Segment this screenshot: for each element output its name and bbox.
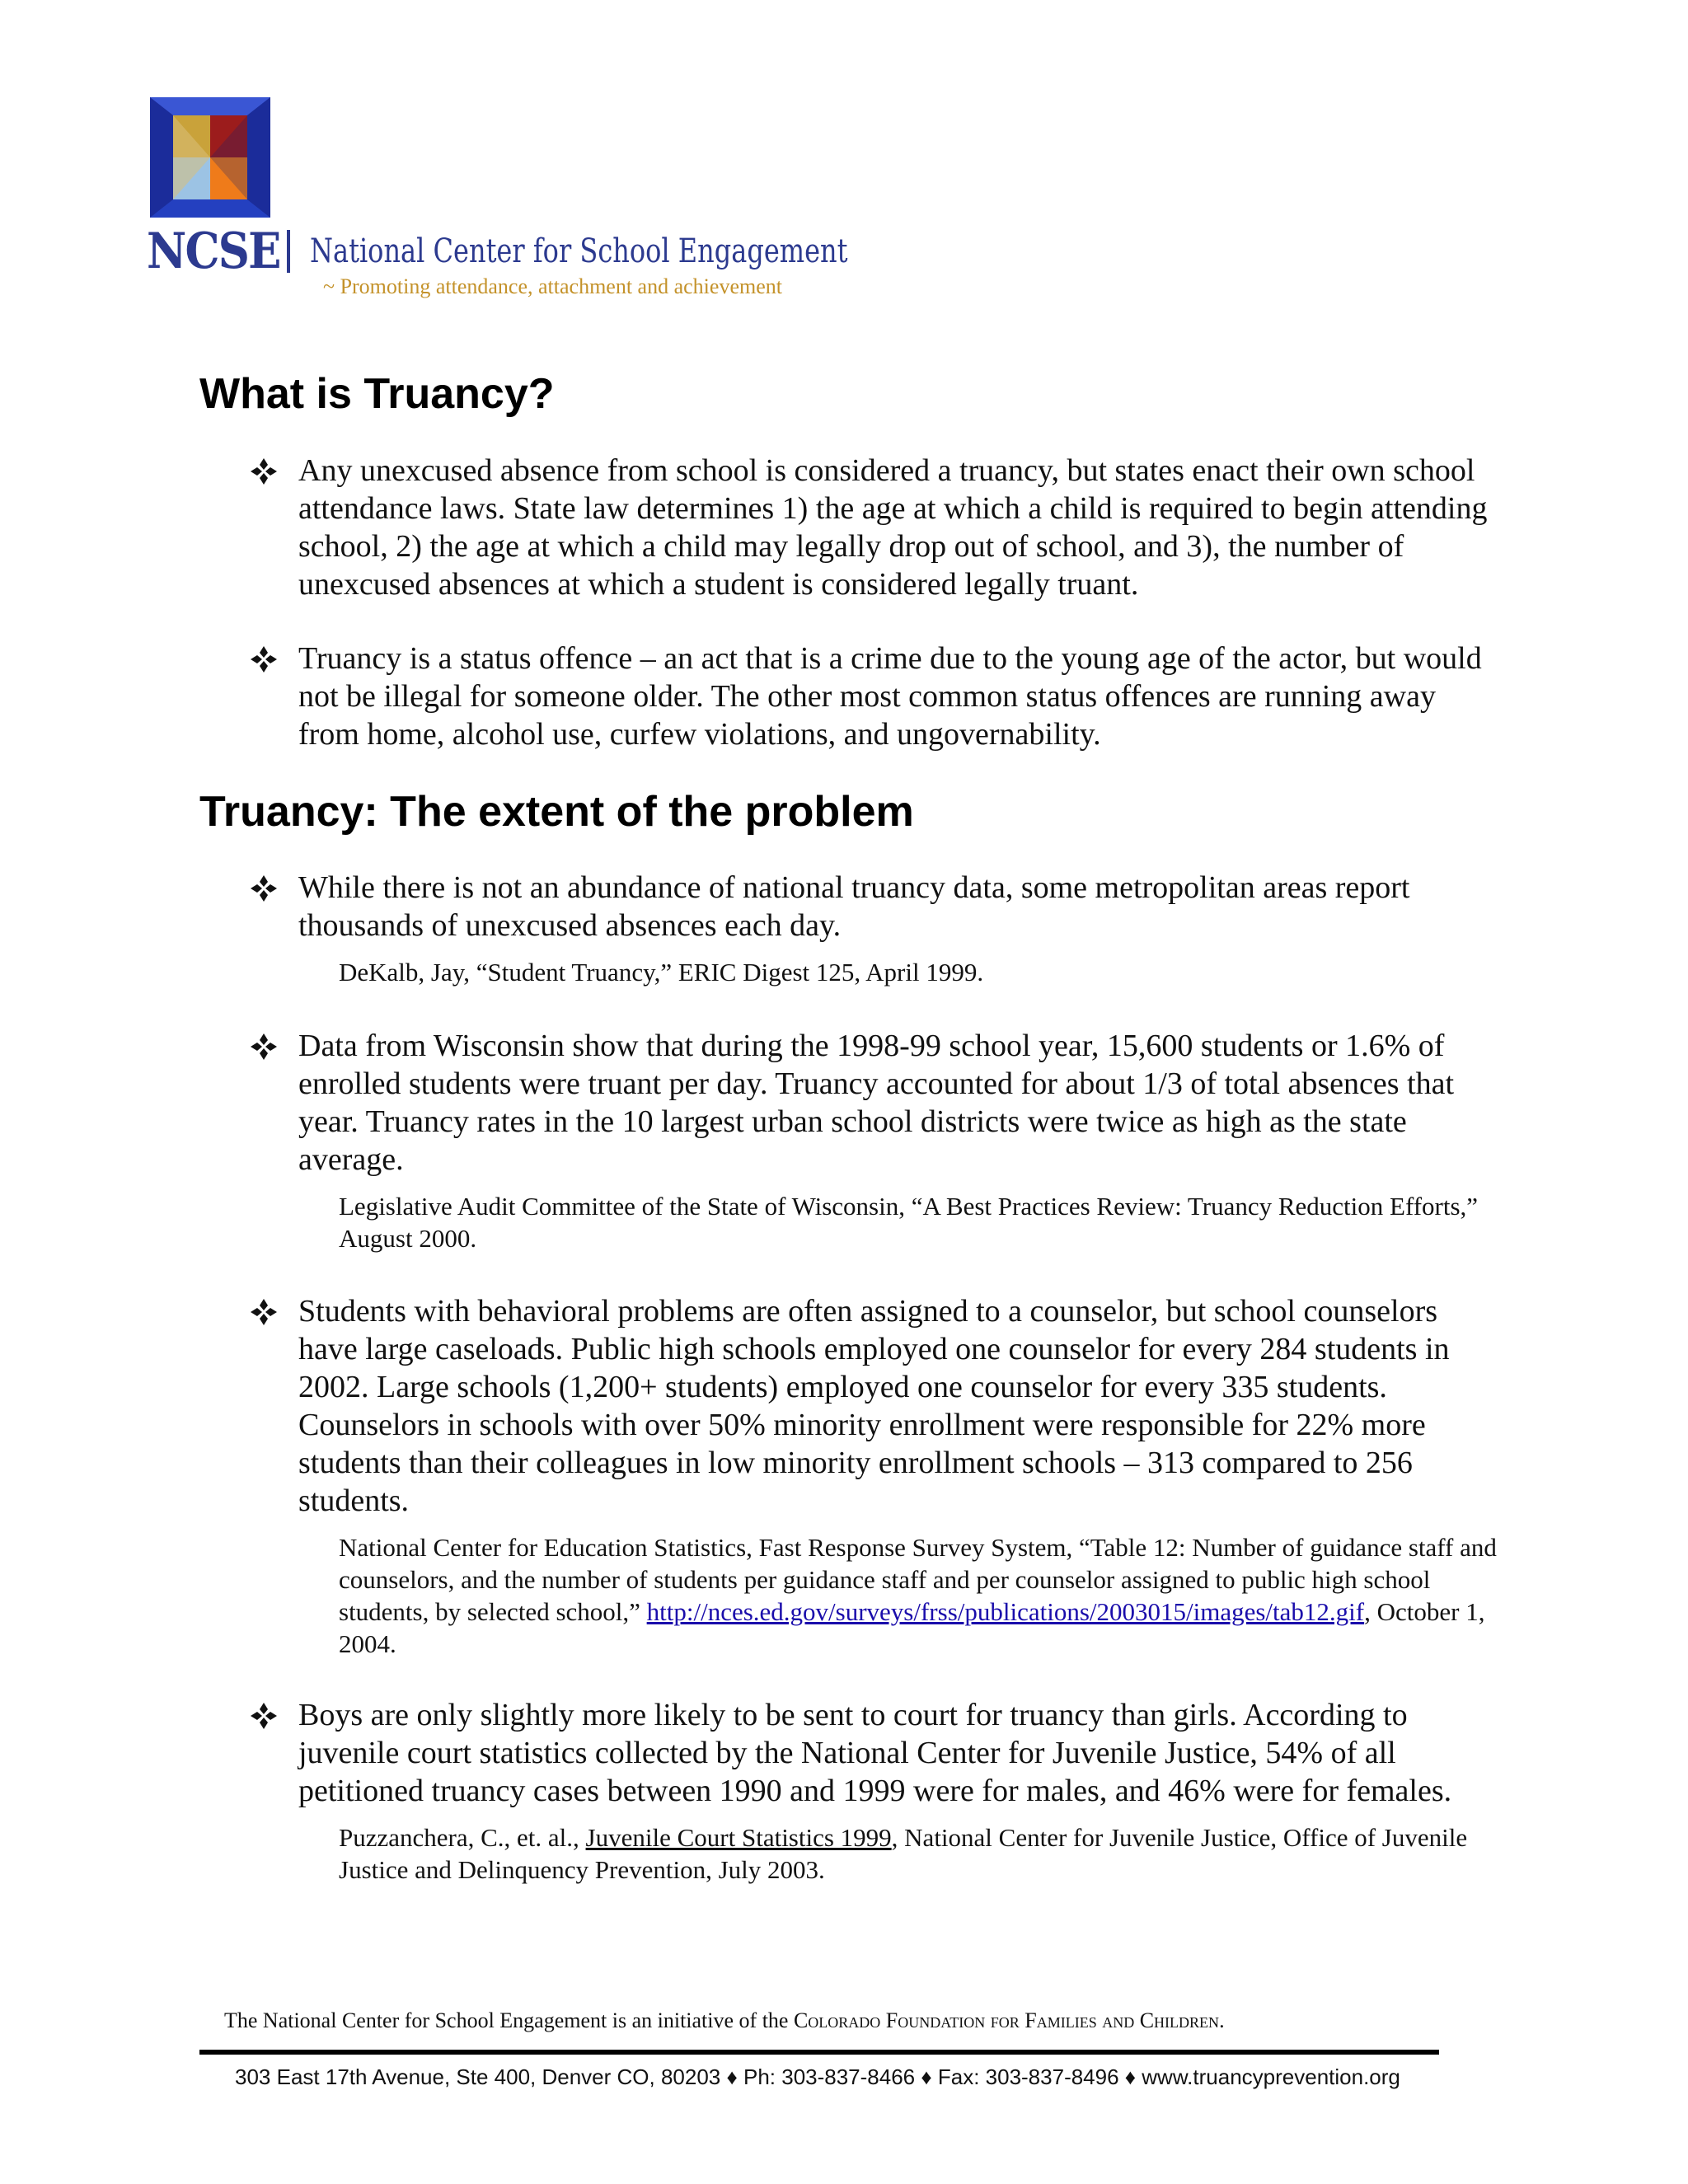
citation-date: , October 1, 2004. bbox=[339, 1597, 1485, 1658]
logo-abbreviation: NCSE bbox=[147, 223, 280, 280]
bullet-item bbox=[247, 452, 1500, 603]
logo-divider bbox=[287, 230, 290, 273]
bullet-item bbox=[247, 869, 1500, 988]
ncse-logo-icon bbox=[150, 97, 270, 218]
diamond-bullet-icon bbox=[247, 643, 280, 676]
citation bbox=[339, 1531, 1500, 1660]
footer-note-text: The National Center for School Engagement is an initiative of the bbox=[224, 2008, 794, 2032]
citation bbox=[339, 1821, 1500, 1886]
footer-note-end: . bbox=[1219, 2008, 1225, 2032]
footer-foundation-name: Colorado Foundation for Families and Children bbox=[793, 2008, 1220, 2032]
bullet-text: Boys are only slightly more likely to be sent to court for truancy than girls. According to juvenile court statistics collected by the National Center for Juvenile Justice, 54% of all petitioned truancy cases between 1990 and 1999 were for males, and 46% were for females. bbox=[298, 1698, 1452, 1808]
bullet-text: While there is not an abundance of national truancy data, some metropolitan areas report thousands of unexcused absences each day. bbox=[298, 870, 1410, 943]
citation-link[interactable]: http://nces.ed.gov/surveys/frss/publications/2003015/images/tab12.gif bbox=[646, 1597, 1365, 1626]
citation: Legislative Audit Committee of the State of Wisconsin, “A Best Practices Review: Truancy Reduction Efforts,” August 2000. bbox=[339, 1192, 1479, 1253]
bullet-text: Truancy is a status offence – an act that is a crime due to the young age of the actor, but would not be illegal for someone older. The other most common status offences are running away from home, alcohol use, curfew violations, and ungovernability. bbox=[298, 641, 1482, 752]
bullet-text: Data from Wisconsin show that during the 1998-99 school year, 15,600 students or 1.6% of enrolled students were truant per day. Truancy accounted for about 1/3 of total absences that year. Truancy rates in the 10 largest urban school districts were twice as high as the state average. bbox=[298, 1029, 1455, 1177]
diamond-bullet-icon bbox=[247, 1699, 280, 1732]
tagline: ~ Promoting attendance, attachment and achievement bbox=[323, 274, 782, 298]
logo-wordmark bbox=[147, 223, 982, 280]
citation-text: National Center for Education Statistics, Fast Response Survey System, “Table 12: Number of guidance staff and counselors, and the number of students per guidance staff and per counselor assigned to public high school students, by selected school,” bbox=[339, 1533, 1497, 1626]
section-title-extent: Truancy: The extent of the problem bbox=[199, 788, 914, 836]
diamond-bullet-icon bbox=[247, 1030, 280, 1063]
diamond-bullet-icon bbox=[247, 1296, 280, 1329]
organization-name: National Center for School Engagement bbox=[310, 232, 848, 270]
diamond-bullet-icon bbox=[247, 455, 280, 488]
citation-authors: Puzzanchera, C., et. al., bbox=[339, 1823, 586, 1852]
citation: DeKalb, Jay, “Student Truancy,” ERIC Digest 125, April 1999. bbox=[339, 958, 984, 987]
diamond-bullet-icon bbox=[247, 872, 280, 905]
footer-note bbox=[224, 2008, 1225, 2033]
section-title-what-is-truancy: What is Truancy? bbox=[199, 370, 555, 418]
footer-contact: 303 East 17th Avenue, Ste 400, Denver CO, 80203 ♦ Ph: 303-837-8466 ♦ Fax: 303-837-8496 ♦ www.truancyprevention.org bbox=[235, 2064, 1400, 2089]
bullet-text: Students with behavioral problems are often assigned to a counselor, but school counselors have large caseloads. Public high schools employed one counselor for every 284 students in 2002. Large schools (1,200+ students) employed one counselor for every 335 students. Counselors in schools with over 50% minority enrollment were responsible for 22% more students than their colleagues in low minority enrollment schools – 313 compared to 256 students. bbox=[298, 1294, 1450, 1518]
bullet-item bbox=[247, 640, 1500, 753]
citation-title: Juvenile Court Statistics 1999 bbox=[585, 1823, 892, 1852]
bullet-item bbox=[247, 1292, 1500, 1660]
bullet-item bbox=[247, 1027, 1500, 1254]
bullet-item bbox=[247, 1696, 1500, 1886]
bullet-text: Any unexcused absence from school is considered a truancy, but states enact their own school attendance laws. State law determines 1) the age at which a child is required to begin attending school, 2) the age at which a child may legally drop out of school, and 3), the number of unexcused absences at which a student is considered legally truant. bbox=[298, 453, 1488, 602]
citation-publisher: , National Center for Juvenile Justice, Office of Juvenile Justice and Delinquency Prevention, July 2003. bbox=[339, 1823, 1468, 1884]
footer-divider bbox=[199, 2050, 1439, 2055]
